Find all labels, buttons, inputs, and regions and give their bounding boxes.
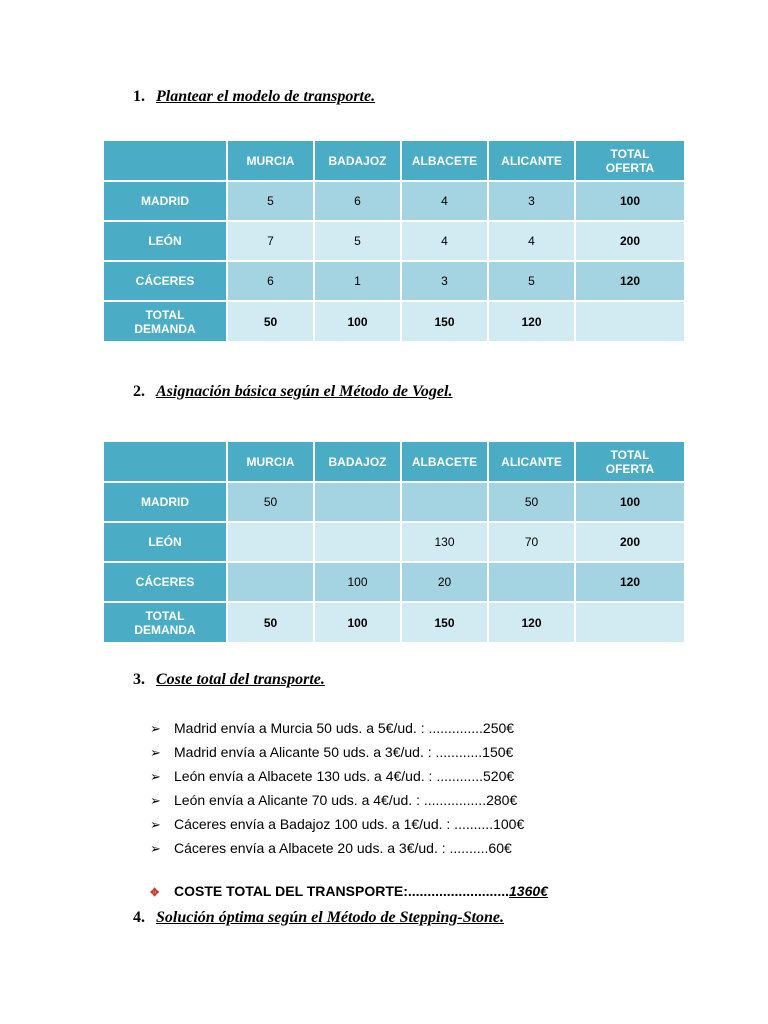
cost-table [102, 139, 686, 343]
col-header: BADAJOZ [315, 442, 400, 481]
table-cell [228, 563, 313, 601]
table-cell: 5 [315, 222, 400, 260]
table-row [104, 563, 684, 601]
row-header: LEÓN [104, 523, 226, 561]
row-header: CÁCERES [104, 563, 226, 601]
table-row-demand [104, 603, 684, 642]
col-header: ALICANTE [489, 442, 574, 481]
section-number: 2. [133, 383, 145, 400]
table-row [104, 222, 684, 260]
row-header: LEÓN [104, 222, 226, 260]
section-title: Coste total del transporte. [156, 671, 325, 688]
demand-cell [576, 603, 684, 642]
demand-cell: 50 [228, 302, 313, 341]
arrow-bullet-icon: ➢ [150, 793, 161, 808]
table-cell: 5 [228, 182, 313, 220]
table-cell: 20 [402, 563, 487, 601]
section-title: Asignación básica según el Método de Vogel. [156, 383, 453, 400]
list-item [150, 764, 524, 788]
demand-cell: 150 [402, 302, 487, 341]
col-header: MURCIA [228, 442, 313, 481]
demand-cell: 50 [228, 603, 313, 642]
section-number: 4. [133, 909, 145, 926]
table-cell [228, 523, 313, 561]
arrow-bullet-icon: ➢ [150, 721, 161, 736]
arrow-bullet-icon: ➢ [150, 745, 161, 760]
table-corner [104, 442, 226, 481]
table-row-demand [104, 302, 684, 341]
arrow-bullet-icon: ➢ [150, 817, 161, 832]
cost-line: León envía a Alicante 70 uds. a 4€/ud. : ................280€ [174, 792, 518, 808]
table-cell: 4 [489, 222, 574, 260]
total-cost-label: COSTE TOTAL DEL TRANSPORTE:.......................... [174, 883, 509, 899]
cost-line: Cáceres envía a Albacete 20 uds. a 3€/ud. : ..........60€ [174, 840, 512, 856]
row-total: 100 [576, 483, 684, 521]
row-header: MADRID [104, 483, 226, 521]
table-cell: 6 [315, 182, 400, 220]
table-cell [315, 483, 400, 521]
demand-cell: 100 [315, 603, 400, 642]
section-2-heading [133, 383, 452, 401]
allocation-table [102, 440, 686, 644]
section-number: 1. [133, 88, 145, 105]
demand-cell: 120 [489, 603, 574, 642]
cost-breakdown-list [150, 716, 524, 860]
row-header: MADRID [104, 182, 226, 220]
table-cell: 50 [489, 483, 574, 521]
demand-cell: 120 [489, 302, 574, 341]
total-cost-line [150, 883, 548, 899]
table-cell: 130 [402, 523, 487, 561]
cost-line: León envía a Albacete 130 uds. a 4€/ud. : ............520€ [174, 768, 515, 784]
row-total: 200 [576, 222, 684, 260]
row-total: 200 [576, 523, 684, 561]
section-4-heading [133, 909, 504, 927]
table-cell: 5 [489, 262, 574, 300]
col-header-total: TOTAL OFERTA [576, 141, 684, 180]
table-cell: 3 [402, 262, 487, 300]
table-row [104, 523, 684, 561]
row-total: 120 [576, 563, 684, 601]
cost-line: Madrid envía a Alicante 50 uds. a 3€/ud. : ............150€ [174, 744, 514, 760]
list-item [150, 740, 524, 764]
table-row [104, 483, 684, 521]
row-header: CÁCERES [104, 262, 226, 300]
section-number: 3. [133, 671, 145, 688]
section-title: Solución óptima según el Método de Stepping-Stone. [156, 909, 505, 926]
table-cell: 1 [315, 262, 400, 300]
section-title: Plantear el modelo de transporte. [156, 88, 376, 105]
table-cell: 4 [402, 222, 487, 260]
list-item [150, 716, 524, 740]
section-1-heading [133, 88, 375, 106]
four-way-arrow-icon: ✥ [150, 887, 160, 899]
col-header: ALBACETE [402, 141, 487, 180]
list-item [150, 836, 524, 860]
row-header: TOTAL DEMANDA [104, 603, 226, 642]
demand-cell [576, 302, 684, 341]
arrow-bullet-icon: ➢ [150, 841, 161, 856]
table-cell: 7 [228, 222, 313, 260]
demand-cell: 150 [402, 603, 487, 642]
col-header: MURCIA [228, 141, 313, 180]
table-cell: 6 [228, 262, 313, 300]
table-cell: 3 [489, 182, 574, 220]
table-row [104, 182, 684, 220]
row-header: TOTAL DEMANDA [104, 302, 226, 341]
list-item [150, 788, 524, 812]
total-cost-value: 1360€ [509, 883, 548, 899]
table-cell [402, 483, 487, 521]
arrow-bullet-icon: ➢ [150, 769, 161, 784]
cost-line: Madrid envía a Murcia 50 uds. a 5€/ud. : ..............250€ [174, 720, 515, 736]
col-header: BADAJOZ [315, 141, 400, 180]
row-total: 100 [576, 182, 684, 220]
list-item [150, 812, 524, 836]
table-cell: 50 [228, 483, 313, 521]
cost-line: Cáceres envía a Badajoz 100 uds. a 1€/ud. : ..........100€ [174, 816, 525, 832]
col-header: ALICANTE [489, 141, 574, 180]
section-3-heading [133, 671, 325, 689]
table-cell: 100 [315, 563, 400, 601]
row-total: 120 [576, 262, 684, 300]
table-cell [489, 563, 574, 601]
table-row [104, 262, 684, 300]
table-cell: 4 [402, 182, 487, 220]
table-cell [315, 523, 400, 561]
col-header-total: TOTAL OFERTA [576, 442, 684, 481]
demand-cell: 100 [315, 302, 400, 341]
col-header: ALBACETE [402, 442, 487, 481]
table-corner [104, 141, 226, 180]
table-cell: 70 [489, 523, 574, 561]
